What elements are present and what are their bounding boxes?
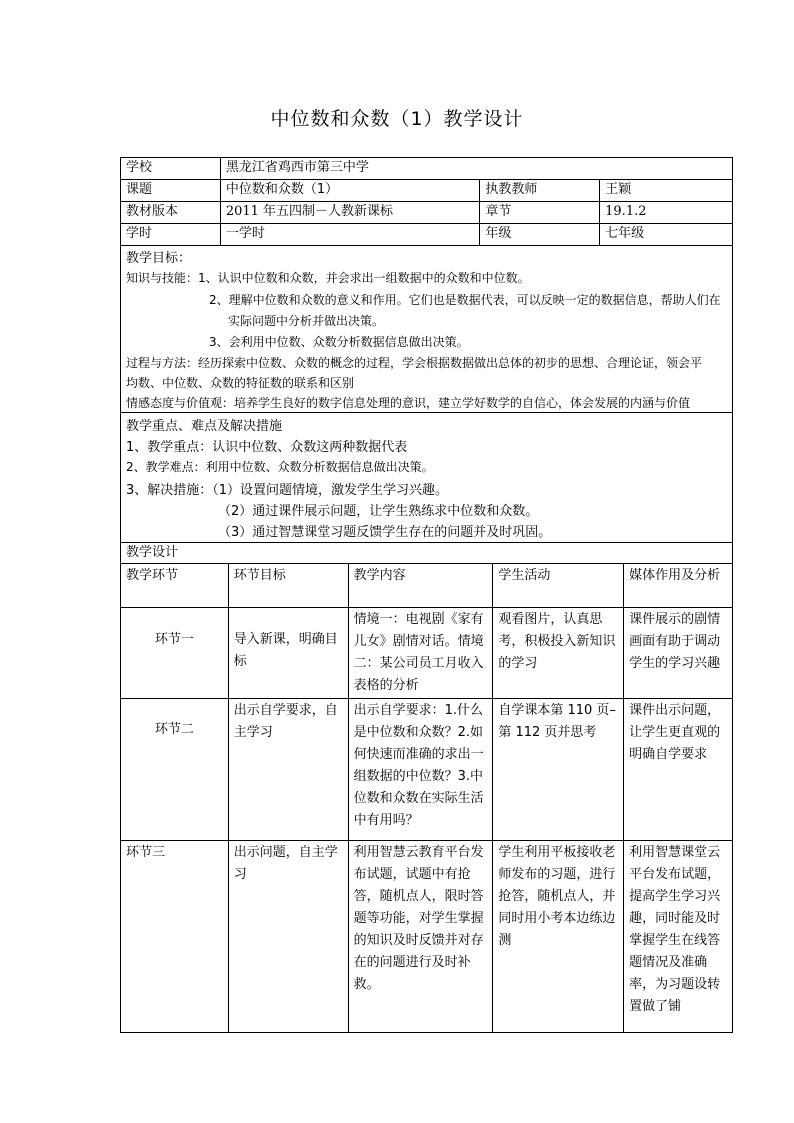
content-cell: 利用智慧云教育平台发布试题，试题中有抢答，随机点人，限时答题等功能，对学生掌握的知识及时反馈并对存在的问题进行及时补救。 (348, 841, 493, 1033)
column-header: 学生活动 (493, 564, 624, 608)
emotion-line: 情感态度与价值观：培养学生良好的数字信息处理的意识，建立学好数学的自信心，体会发展的内涵与价值 (126, 396, 691, 410)
media-cell: 利用智慧课堂云平台发布试题，提高学生学习兴趣，同时能及时掌握学生在线答题情况及准确率，为习题设转置做了铺 (624, 841, 733, 1033)
table-row (121, 202, 733, 224)
column-header: 教学内容 (348, 564, 493, 608)
knowledge-line-2b: 实际问题中分析并做出决策。 (228, 314, 385, 328)
table-row (121, 699, 733, 841)
table-row (121, 180, 733, 202)
topic-label: 课题 (121, 180, 221, 202)
activity-cell: 学生利用平板接收老师发布的习题，进行抢答，随机点人，并同时用小考本边练边测 (493, 841, 624, 1033)
page-title: 中位数和众数（1）教学设计 (270, 108, 524, 130)
goal-cell: 出示自学要求，自主学习 (228, 699, 348, 841)
column-header: 环节目标 (228, 564, 348, 608)
edition-value: 2011 年五四制－人教新课标 (220, 202, 480, 224)
school-label: 学校 (121, 158, 221, 180)
design-heading: 教学设计 (120, 543, 733, 564)
knowledge-line-2: 2、理解中位数和众数的意义和作用。它们也是数据代表，可以反映一定的数据信息，帮助人们在 (209, 293, 721, 307)
key-points-heading: 教学重点、难点及解决措施 (126, 419, 283, 434)
table-row (121, 158, 733, 180)
objectives-section (120, 245, 733, 413)
grade-value: 七年级 (600, 224, 733, 246)
teacher-value: 王颖 (600, 180, 733, 202)
info-table (120, 157, 733, 246)
key-points-section (120, 413, 733, 543)
stage-cell: 环节三 (121, 841, 229, 1033)
activity-cell: 观看图片，认真思考，积极投入新知识的学习 (493, 608, 624, 699)
focus-line: 1、教学重点：认识中位数、众数这两种数据代表 (126, 440, 408, 455)
goal-cell: 出示问题，自主学习 (228, 841, 348, 1033)
knowledge-line-3: 3、会利用中位数、众数分析数据信息做出决策。 (209, 335, 469, 349)
objectives-heading: 教学目标： (126, 251, 192, 266)
activity-cell: 自学课本第 110 页–第 112 页并思考 (493, 699, 624, 841)
design-table (120, 563, 733, 1033)
column-header: 教学环节 (121, 564, 229, 608)
measure-line-2: （2）通过课件展示问题，让学生熟练求中位数和众数。 (218, 504, 539, 519)
media-cell: 课件出示问题，让学生更直观的明确自学要求 (624, 699, 733, 841)
measure-line-1: 3、解决措施：（1）设置问题情境，激发学生学习兴趣。 (126, 483, 449, 498)
stage-cell: 环节一 (121, 608, 229, 699)
table-row (121, 224, 733, 246)
stage-cell: 环节二 (121, 699, 229, 841)
hours-value: 一学时 (220, 224, 480, 246)
table-row (121, 608, 733, 699)
knowledge-line-1: 知识与技能：1、认识中位数和众数，并会求出一组数据中的众数和中位数。 (126, 271, 530, 285)
content-cell: 出示自学要求：1.什么是中位数和众数？2.如何快速而准确的求出一组数据的中位数？3.中位数和众数在实际生活中有用吗？ (348, 699, 493, 841)
process-line-2: 均数、中位数、众数的特征数的联系和区别 (126, 376, 355, 390)
process-line-1: 过程与方法：经历探索中位数、众数的概念的过程，学会根据数据做出总体的初步的思想、合理论证，领会平 (126, 356, 703, 370)
table-row (121, 841, 733, 1033)
hours-label: 学时 (121, 224, 221, 246)
media-cell: 课件展示的剧情画面有助于调动学生的学习兴趣 (624, 608, 733, 699)
teacher-label: 执教教师 (480, 180, 600, 202)
edition-label: 教材版本 (121, 202, 221, 224)
column-header: 媒体作用及分析 (624, 564, 733, 608)
grade-label: 年级 (480, 224, 600, 246)
difficulty-line: 2、教学难点：利用中位数、众数分析数据信息做出决策。 (126, 460, 434, 474)
content-cell: 情境一：电视剧《家有儿女》剧情对话。情境二：某公司员工月收入表格的分析 (348, 608, 493, 699)
chapter-value: 19.1.2 (600, 202, 733, 224)
measure-line-3: （3）通过智慧课堂习题反馈学生存在的问题并及时巩固。 (218, 525, 552, 540)
table-header-row (121, 564, 733, 608)
chapter-label: 章节 (480, 202, 600, 224)
topic-value: 中位数和众数（1） (220, 180, 480, 202)
school-value: 黑龙江省鸡西市第三中学 (220, 158, 732, 180)
goal-cell: 导入新课，明确目标 (228, 608, 348, 699)
